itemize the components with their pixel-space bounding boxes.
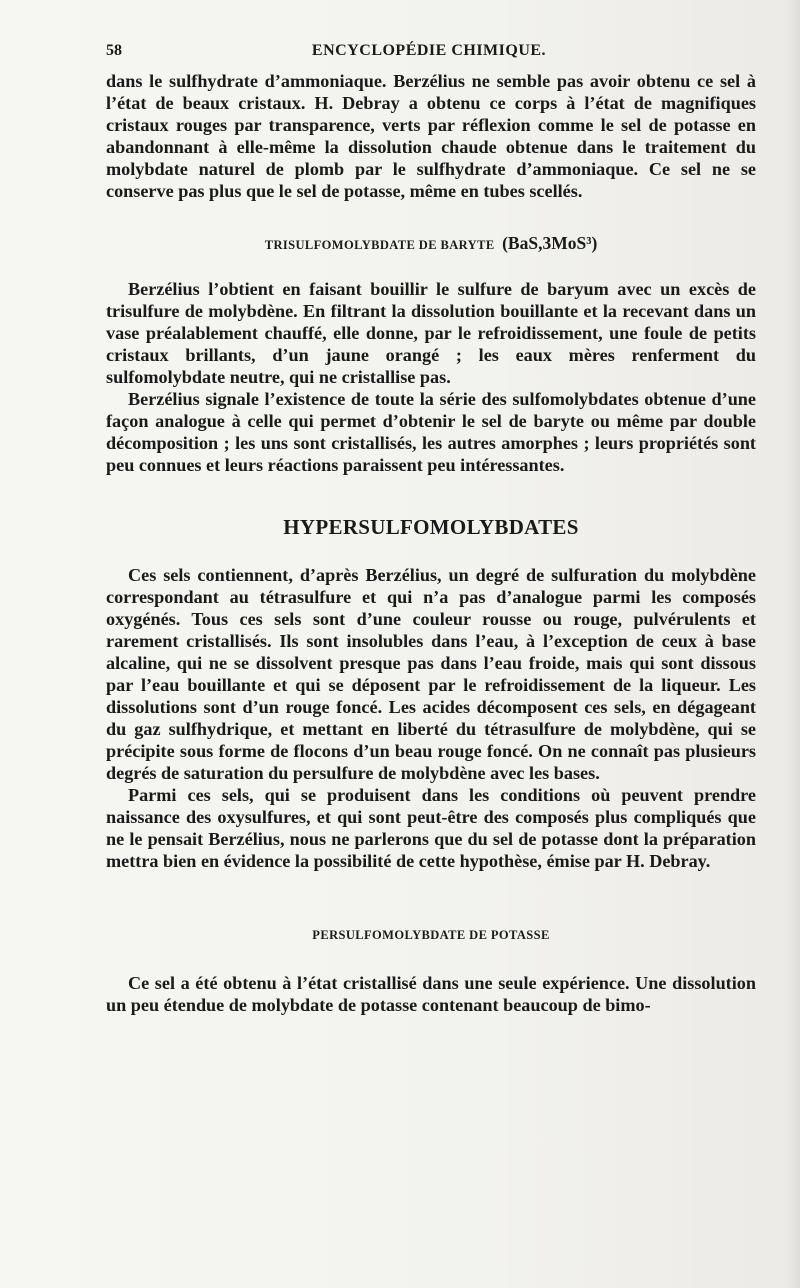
section-title-hyper: HYPERSULFOMOLYBDATES — [283, 515, 579, 539]
paragraph-hyper-2: Parmi ces sels, qui se produisent dans les conditions où peuvent prendre naissance des oxysulfures, et qui sont peut-être des composés plus compliqués que ne le pensait Berzélius, nous ne parlerons que du sel de potasse dont la préparation mettra bien en évidence la possibilité de cette hypothèse, émise par H. Debray. — [106, 785, 756, 871]
running-title: ENCYCLOPÉDIE CHIMIQUE. — [311, 42, 547, 59]
page-edge-shadow — [786, 0, 800, 1288]
paragraph-intro: dans le sulfhydrate d’ammoniaque. Berzélius ne semble pas avoir obtenu ce sel à l’état de beaux cristaux. H. Debray a obtenu ce corps à l’état de magnifiques cristaux rouges par transparence, verts par réflexion comme le sel de potasse en abandonnant à elle-même la dissolution chaude obtenue dans le traitement du molybdate naturel de plomb par le sulfhydrate d’ammoniaque. Ce sel ne se conserve pas plus que le sel de potasse, même en tubes scellés. — [106, 71, 756, 201]
paragraph-baryte-1: Berzélius l’obtient en faisant bouillir le sulfure de baryum avec un excès de trisulfure de molybdène. En filtrant la dissolution bouillante et la recevant dans un vase préalablement chauffé, elle donne, par le refroidissement, une foule de petits cristaux brillants, d’un jaune orangé ; les eaux mères renferment du sulfomolybdate neutre, qui ne cristallise pas. — [106, 279, 756, 387]
paragraph-baryte-2: Berzélius signale l’existence de toute la série des sulfomolybdates obtenue d’une façon analogue à celle qui permet d’obtenir le sel de baryte ou même par double décomposition ; les uns sont cristallisés, les autres amorphes ; leurs propriétés sont peu connues et leurs réactions paraissent peu intéressantes. — [106, 389, 756, 475]
paragraph-hyper-1: Ces sels contiennent, d’après Berzélius, un degré de sulfuration du molybdène correspondant au tétrasulfure et qui n’a pas d’analogue parmi les composés oxygénés. Tous ces sels sont d’une couleur rousse ou rouge, pulvérulents et rarement cristallisés. Ils sont insolubles dans l’eau, à l’exception de ceux à base alcaline, qui ne se dissolvent presque pas dans l’eau froide, mais qui sont dissous par l’eau bouillante et qui se déposent par le refroidissement de la liqueur. Les dissolutions sont d’un rouge foncé. Les acides décomposent ces sels, en dégageant du gaz sulfhydrique, et mettant en liberté du tétrasulfure de molybdène, qui se précipite sous forme de flocons d’un beau rouge foncé. On ne connaît pas plusieurs degrés de saturation du persulfure de molybdène avec les bases. — [106, 565, 756, 783]
page-number: 58 — [106, 42, 122, 59]
paragraph-potasse-1: Ce sel a été obtenu à l’état cristallisé dans une seule expérience. Une dissolution un peu étendue de molybdate de potasse contenant beaucoup de bimo- — [106, 973, 756, 1015]
section-heading-baryte-formula: (BaS,3MoS³) — [502, 233, 598, 253]
page-body — [106, 70, 756, 1016]
section-heading-baryte-text: TRISULFOMOLYBDATE DE BARYTE — [264, 238, 495, 252]
section-heading-potasse: PERSULFOMOLYBDATE DE POTASSE — [312, 928, 550, 942]
page-header — [106, 42, 752, 68]
section-heading-baryte — [106, 232, 756, 256]
